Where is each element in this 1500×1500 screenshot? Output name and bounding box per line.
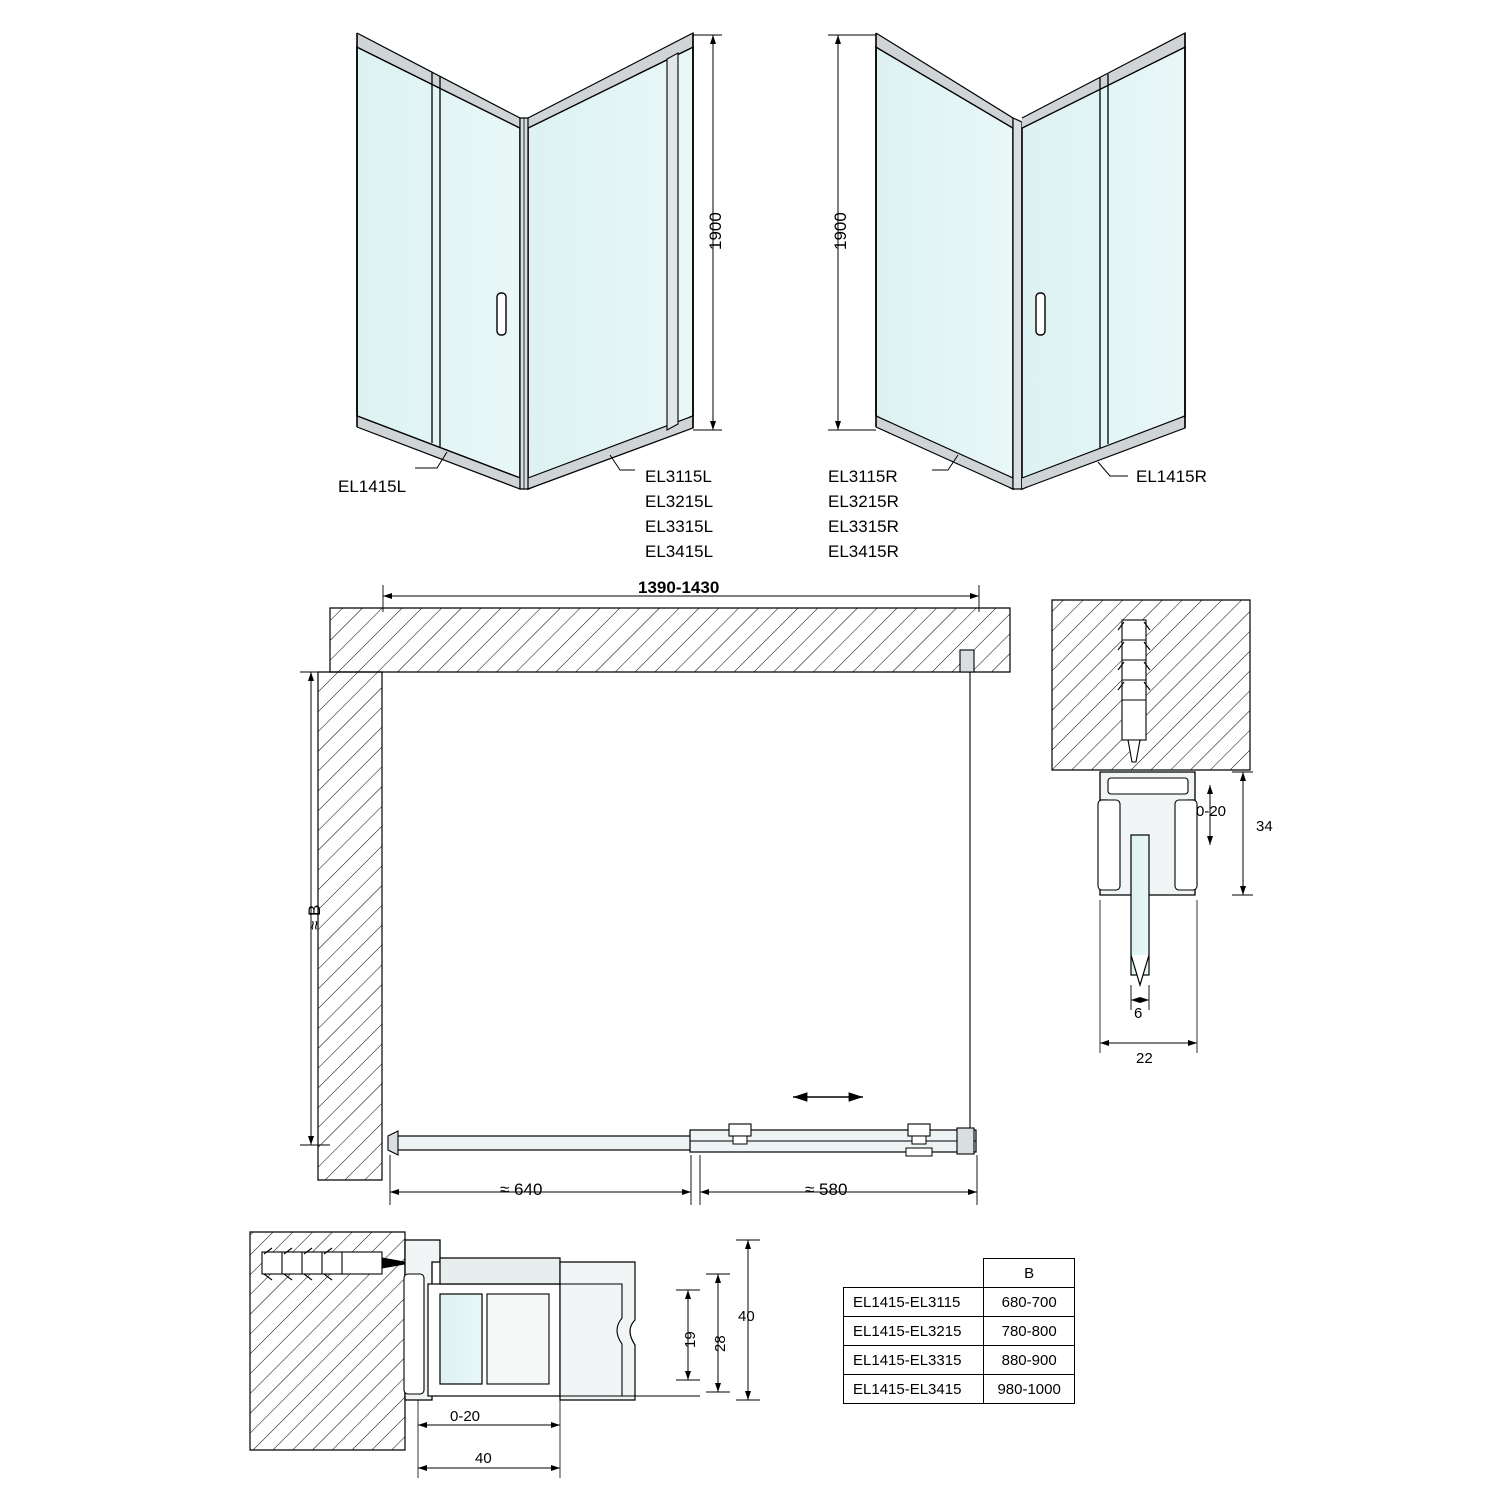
table-cell-model: EL1415-EL3115 <box>844 1288 984 1317</box>
table-cell-model: EL1415-EL3415 <box>844 1375 984 1404</box>
table-row <box>844 1288 1075 1317</box>
label-el3115r: EL3115R <box>828 467 898 486</box>
label-el3315l: EL3315L <box>645 517 714 536</box>
bottom-profile-detail <box>250 1232 760 1478</box>
label-el3315r: EL3315R <box>828 517 899 536</box>
bottom-dim-28: 28 <box>712 1335 729 1352</box>
plan-bottom-dim-left: ≈ 640 <box>500 1180 543 1199</box>
label-el3215r: EL3215R <box>828 492 899 511</box>
profile-dim-22: 22 <box>1136 1050 1153 1067</box>
table-header-row <box>844 1259 1075 1288</box>
bottom-dim-40a: 40 <box>738 1308 755 1325</box>
table-header-blank <box>844 1259 984 1288</box>
plan-side-dimension: ≈ B <box>305 904 324 930</box>
table-row <box>844 1375 1075 1404</box>
label-el3115l: EL3115L <box>645 467 712 486</box>
size-table <box>843 1258 1075 1404</box>
table-cell-b: 880-900 <box>984 1346 1075 1375</box>
label-el1415r: EL1415R <box>1136 467 1207 486</box>
profile-dim-6: 6 <box>1134 1005 1143 1022</box>
plan-bottom-dim-right: ≈ 580 <box>805 1180 848 1199</box>
profile-dim-0-20: 0-20 <box>1196 803 1227 820</box>
left-assembly-view <box>357 33 722 489</box>
right-view-height-dim: 1900 <box>831 212 850 250</box>
bottom-dim-19: 19 <box>682 1331 699 1348</box>
table-cell-model: EL1415-EL3315 <box>844 1346 984 1375</box>
profile-dim-34: 34 <box>1256 818 1273 835</box>
table-row <box>844 1346 1075 1375</box>
label-el3215l: EL3215L <box>645 492 714 511</box>
table-cell-b: 980-1000 <box>984 1375 1075 1404</box>
wall-profile-detail <box>1052 600 1253 1053</box>
plan-top-dimension: 1390-1430 <box>638 578 720 597</box>
table-header-b: B <box>984 1259 1075 1288</box>
table-row <box>844 1317 1075 1346</box>
table-cell-b: 780-800 <box>984 1317 1075 1346</box>
bottom-dim-0-20: 0-20 <box>450 1408 481 1425</box>
left-view-height-dim: 1900 <box>706 212 725 250</box>
label-el1415l: EL1415L <box>338 477 407 496</box>
plan-view <box>300 585 1010 1205</box>
label-el3415l: EL3415L <box>645 542 714 561</box>
bottom-dim-40b: 40 <box>475 1450 492 1467</box>
table-cell-model: EL1415-EL3215 <box>844 1317 984 1346</box>
label-el3415r: EL3415R <box>828 542 899 561</box>
table-cell-b: 680-700 <box>984 1288 1075 1317</box>
